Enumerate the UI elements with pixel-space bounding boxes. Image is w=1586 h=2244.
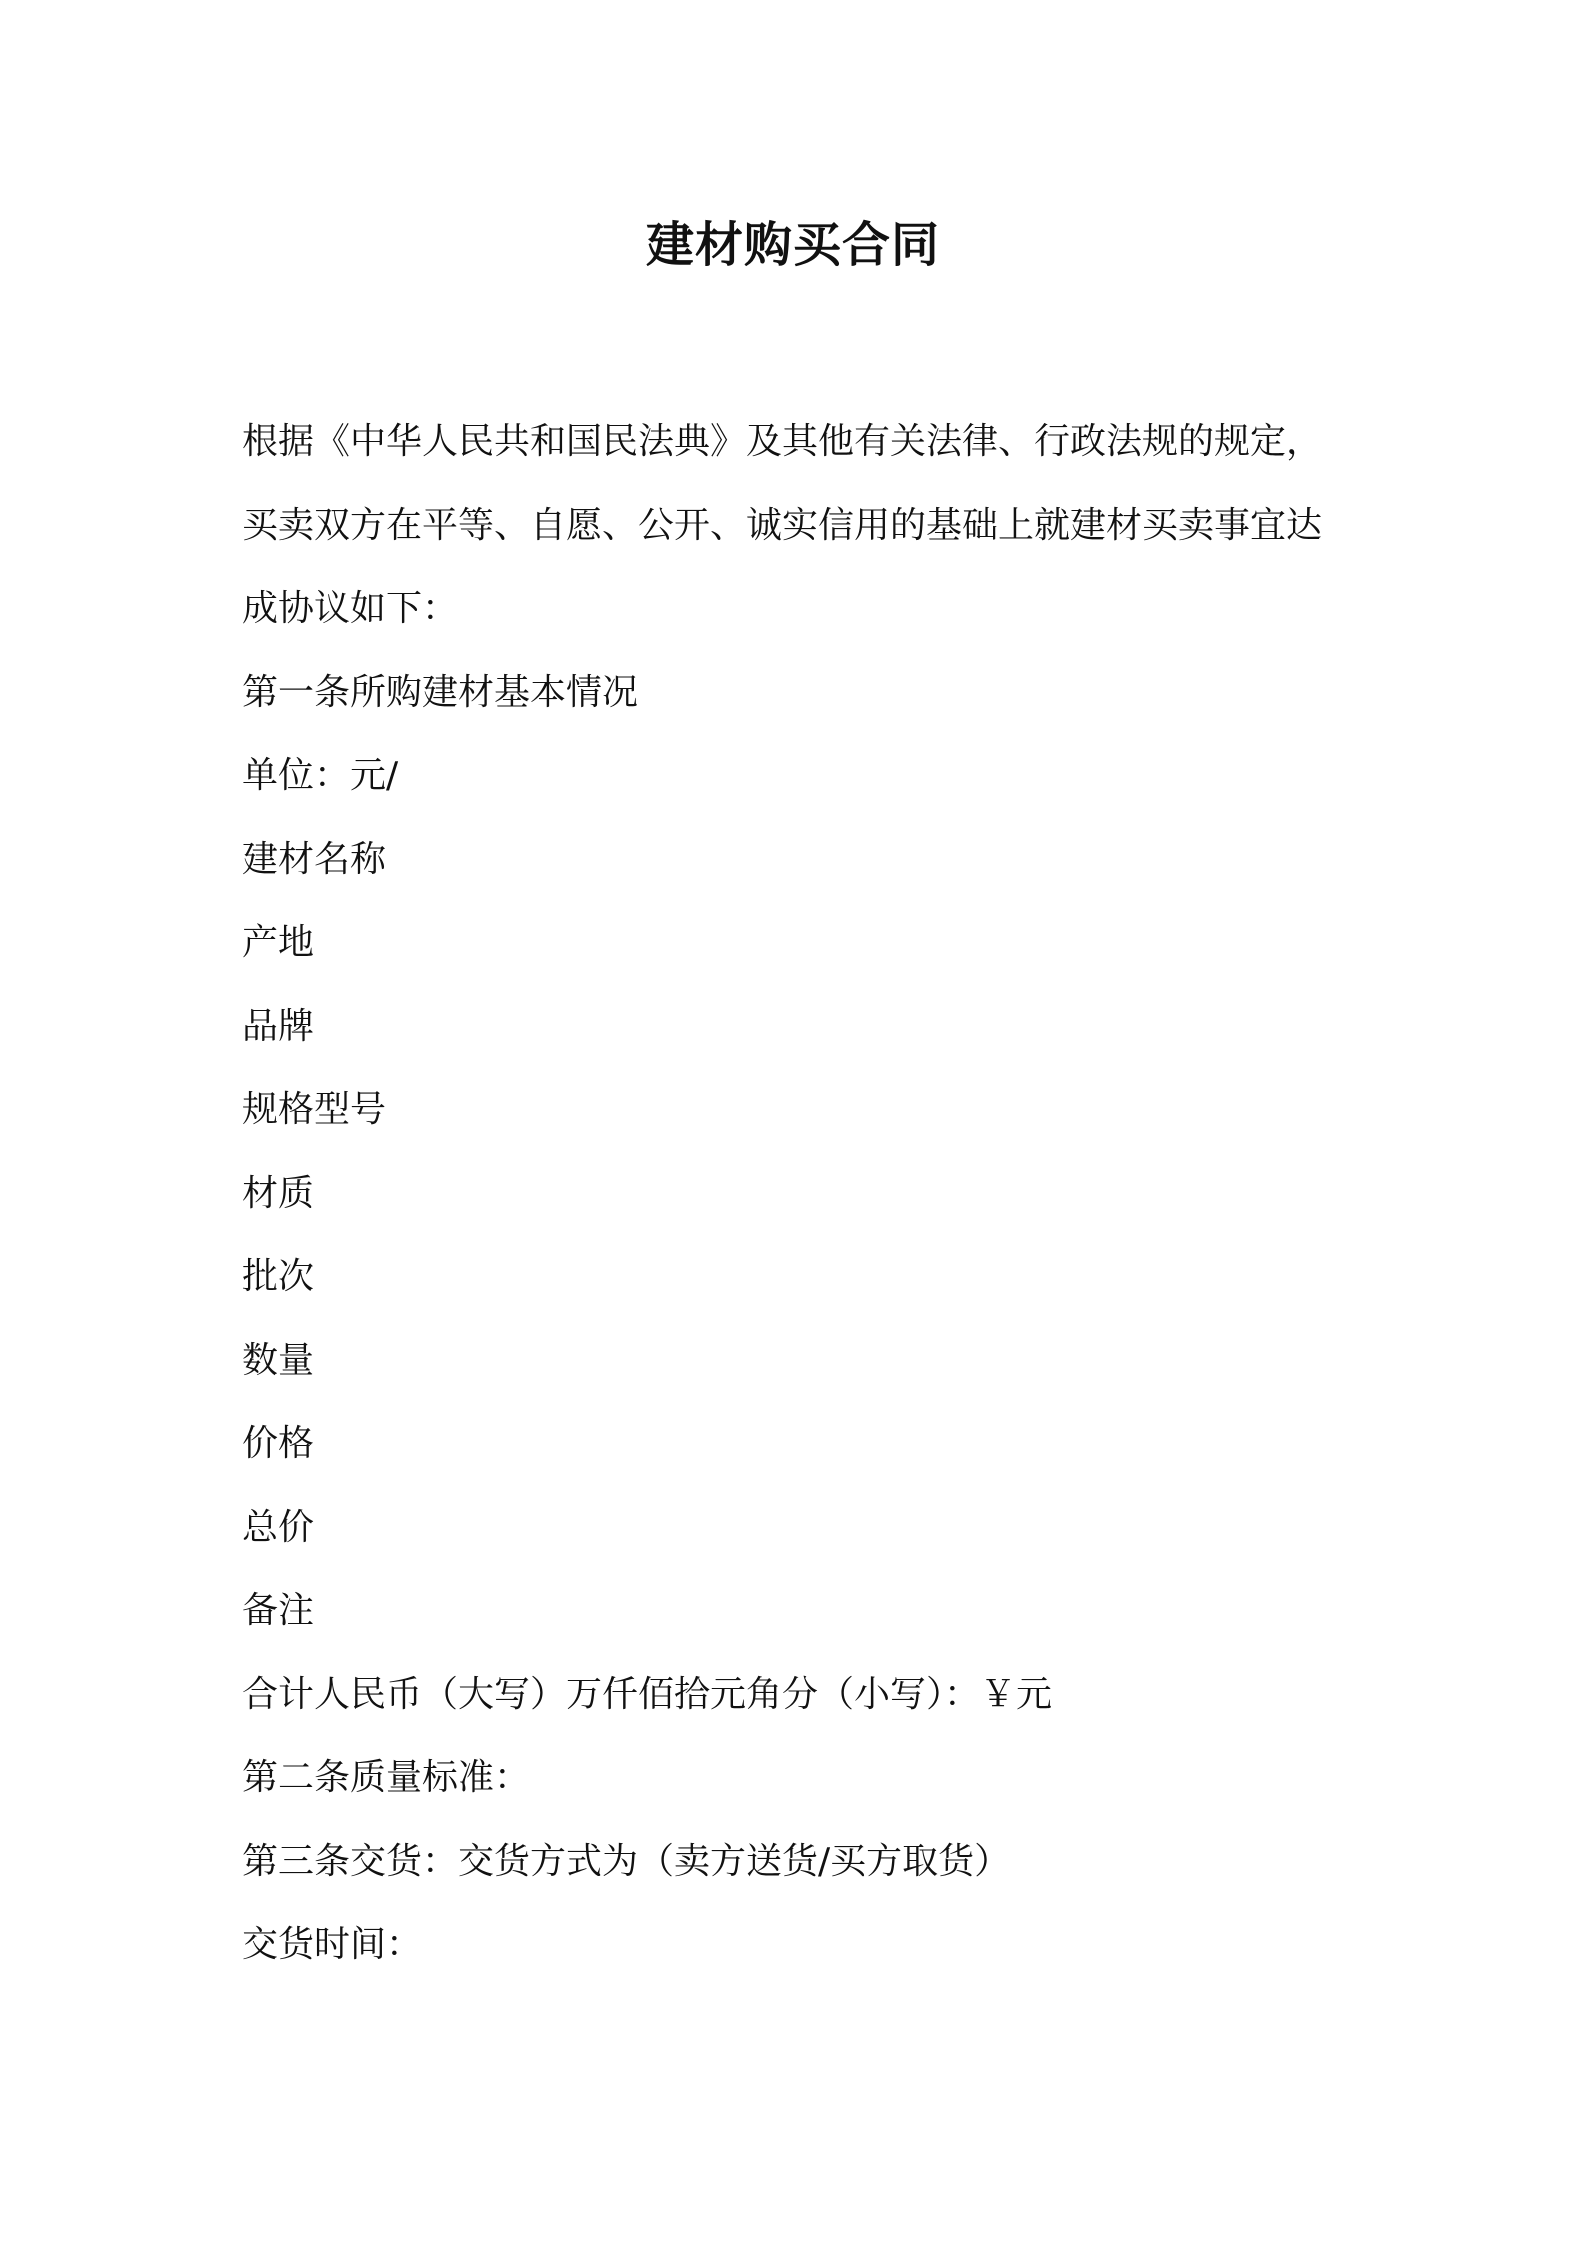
field-total-price: 总价 [242, 1506, 315, 1548]
document-body [242, 400, 1372, 1987]
field-origin: 产地 [242, 922, 315, 963]
article-3-heading: 第三条交货：交货方式为（卖方送货/买方取货） [242, 1840, 1011, 1882]
field-material: 材质 [242, 1172, 315, 1214]
field-remarks: 备注 [242, 1590, 315, 1631]
delivery-time-line: 交货时间： [242, 1924, 423, 1965]
field-spec-model: 规格型号 [242, 1089, 387, 1130]
total-amount-line: 合计人民币（大写）万仟佰拾元角分（小写）：￥元 [242, 1673, 1053, 1715]
article-1-heading: 第一条所购建材基本情况 [242, 671, 639, 713]
field-price: 价格 [242, 1423, 315, 1464]
field-brand: 品牌 [242, 1005, 315, 1047]
field-quantity: 数量 [242, 1339, 315, 1381]
intro-line-3: 成协议如下： [242, 588, 459, 629]
document-title: 建材购买合同 [645, 217, 940, 273]
article-2-heading: 第二条质量标准： [242, 1757, 531, 1798]
intro-line-1: 根据《中华人民共和国民法典》及其他有关法律、行政法规的规定， [242, 421, 1323, 462]
field-material-name: 建材名称 [242, 838, 387, 880]
unit-line: 单位：元/ [242, 755, 399, 796]
field-batch: 批次 [242, 1256, 315, 1297]
intro-line-2: 买卖双方在平等、自愿、公开、诚实信用的基础上就建材买卖事宜达 [242, 504, 1323, 546]
